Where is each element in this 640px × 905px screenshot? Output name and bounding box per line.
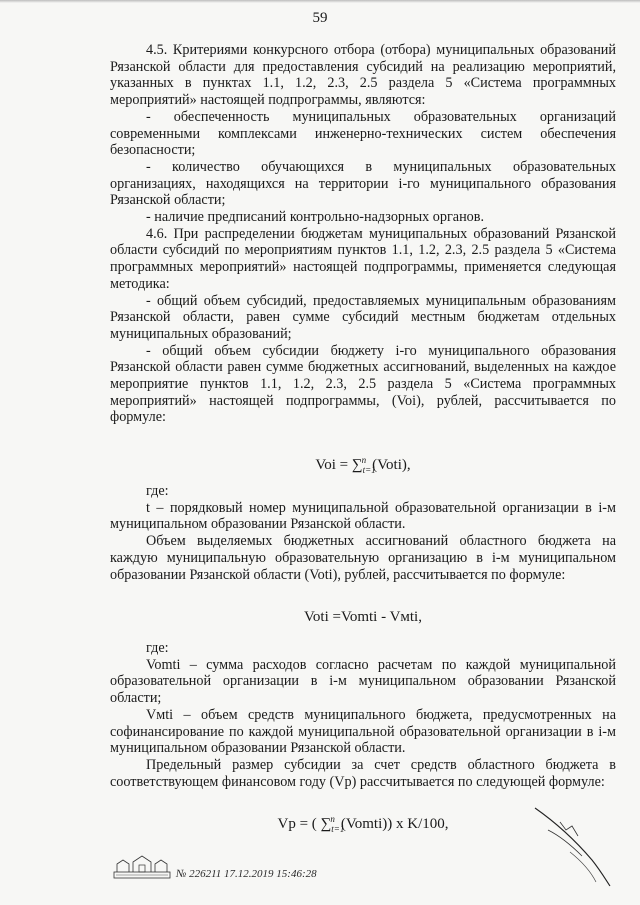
definition-vmti: Vмti – объем средств муниципального бюджета, предусмотренных на софинансирование по каждой муниципальной образовательной организации в i-м муниципальном образовании Рязанской области. [110, 706, 616, 757]
page-number: 59 [312, 10, 328, 26]
signature-mark-icon [530, 800, 615, 890]
where-label-2: где: [146, 640, 169, 656]
list-item-total-volume: - общий объем субсидий, предоставляемых муниципальным образованиям Рязанской области, равен сумме субсидий местным бюджетам отдельных муниципальных образований; [110, 292, 616, 342]
registry-stamp-logo-icon [113, 852, 171, 880]
registration-stamp: № 226211 17.12.2019 15:46:28 [176, 868, 317, 880]
list-item-students: - количество обучающихся в муниципальных образовательных организациях, находящихся на территории i-го муниципального образования Рязанской области; [110, 158, 616, 209]
sum-symbol-2: ∑ [320, 816, 332, 832]
text-block-1 [110, 42, 616, 426]
scan-edge [0, 0, 640, 3]
sum-upper-limit: n [361, 455, 367, 465]
formula-vp-left: Vp = ( [277, 816, 321, 832]
formula-vp-right: (Vomti)) x K/100, [340, 816, 449, 832]
formula-voi-left: Voi = [315, 457, 352, 473]
text-block-3 [110, 640, 616, 790]
formula-voti: Voti =Vomti - Vмti, [304, 609, 422, 625]
list-item-subsidy-volume: - общий объем субсидии бюджету i-го муниципального образования Рязанской области равен сумме бюджетных ассигнований, выделенных на каждое мероприятие пунктов 1.1, 1.2, 2.3, 2.5 раздела 5 «Система программных мероприятий» настоящей подпрограммы, (Voi), рублей, рассчитывается по формуле: [110, 342, 616, 426]
definition-t: t – порядковый номер муниципальной образовательной организации в i-м муниципальном образовании Рязанской области. [110, 499, 616, 533]
sum-lower-limit: t=1 [362, 465, 376, 475]
list-item-security: - обеспеченность муниципальных образовательных организаций современными комплексами инженерно-технических систем обеспечения безопасности; [110, 108, 616, 159]
sum-upper-limit-2: n [330, 814, 335, 824]
paragraph-vp: Предельный размер субсидии за счет средств областного бюджета в соответствующем финансовом году (Vp) рассчитывается по следующей формуле: [110, 756, 616, 790]
text-block-2 [110, 483, 616, 583]
sum-symbol: ∑ [351, 457, 363, 473]
paragraph-4-5: 4.5. Критериями конкурсного отбора (отбора) муниципальных образований Рязанской области для предоставления субсидий на реализацию мероприятий, указанных в пунктах 1.1, 1.2, 2.3, 2.5 раздела 5 «Система программных мероприятий» настоящей подпрограммы, являются: [110, 42, 616, 109]
formula-voi [110, 455, 616, 475]
where-label-1: где: [146, 483, 169, 499]
definition-vomti: Vomti – сумма расходов согласно расчетам по каждой муниципальной образовательной организации в i-м муниципальном образовании Рязанской области; [110, 656, 616, 707]
sum-lower-limit-2: t=1 [331, 824, 345, 834]
formula-voi-right: (Voti), [372, 457, 411, 473]
list-item-orders: - наличие предписаний контрольно-надзорных органов. [146, 209, 485, 226]
paragraph-voti: Объем выделяемых бюджетных ассигнований областного бюджета на каждую муниципальную образовательную организацию в i-м муниципальном образовании Рязанской области (Voti), рублей, рассчитывается по формуле: [110, 533, 616, 583]
paragraph-4-6: 4.6. При распределении бюджетам муниципальных образований Рязанской области субсидий по мероприятиям пунктов 1.1, 1.2, 2.3, 2.5 раздела 5 «Система программных мероприятий» настоящей подпрограммы, применяется следующая методика: [110, 225, 616, 292]
